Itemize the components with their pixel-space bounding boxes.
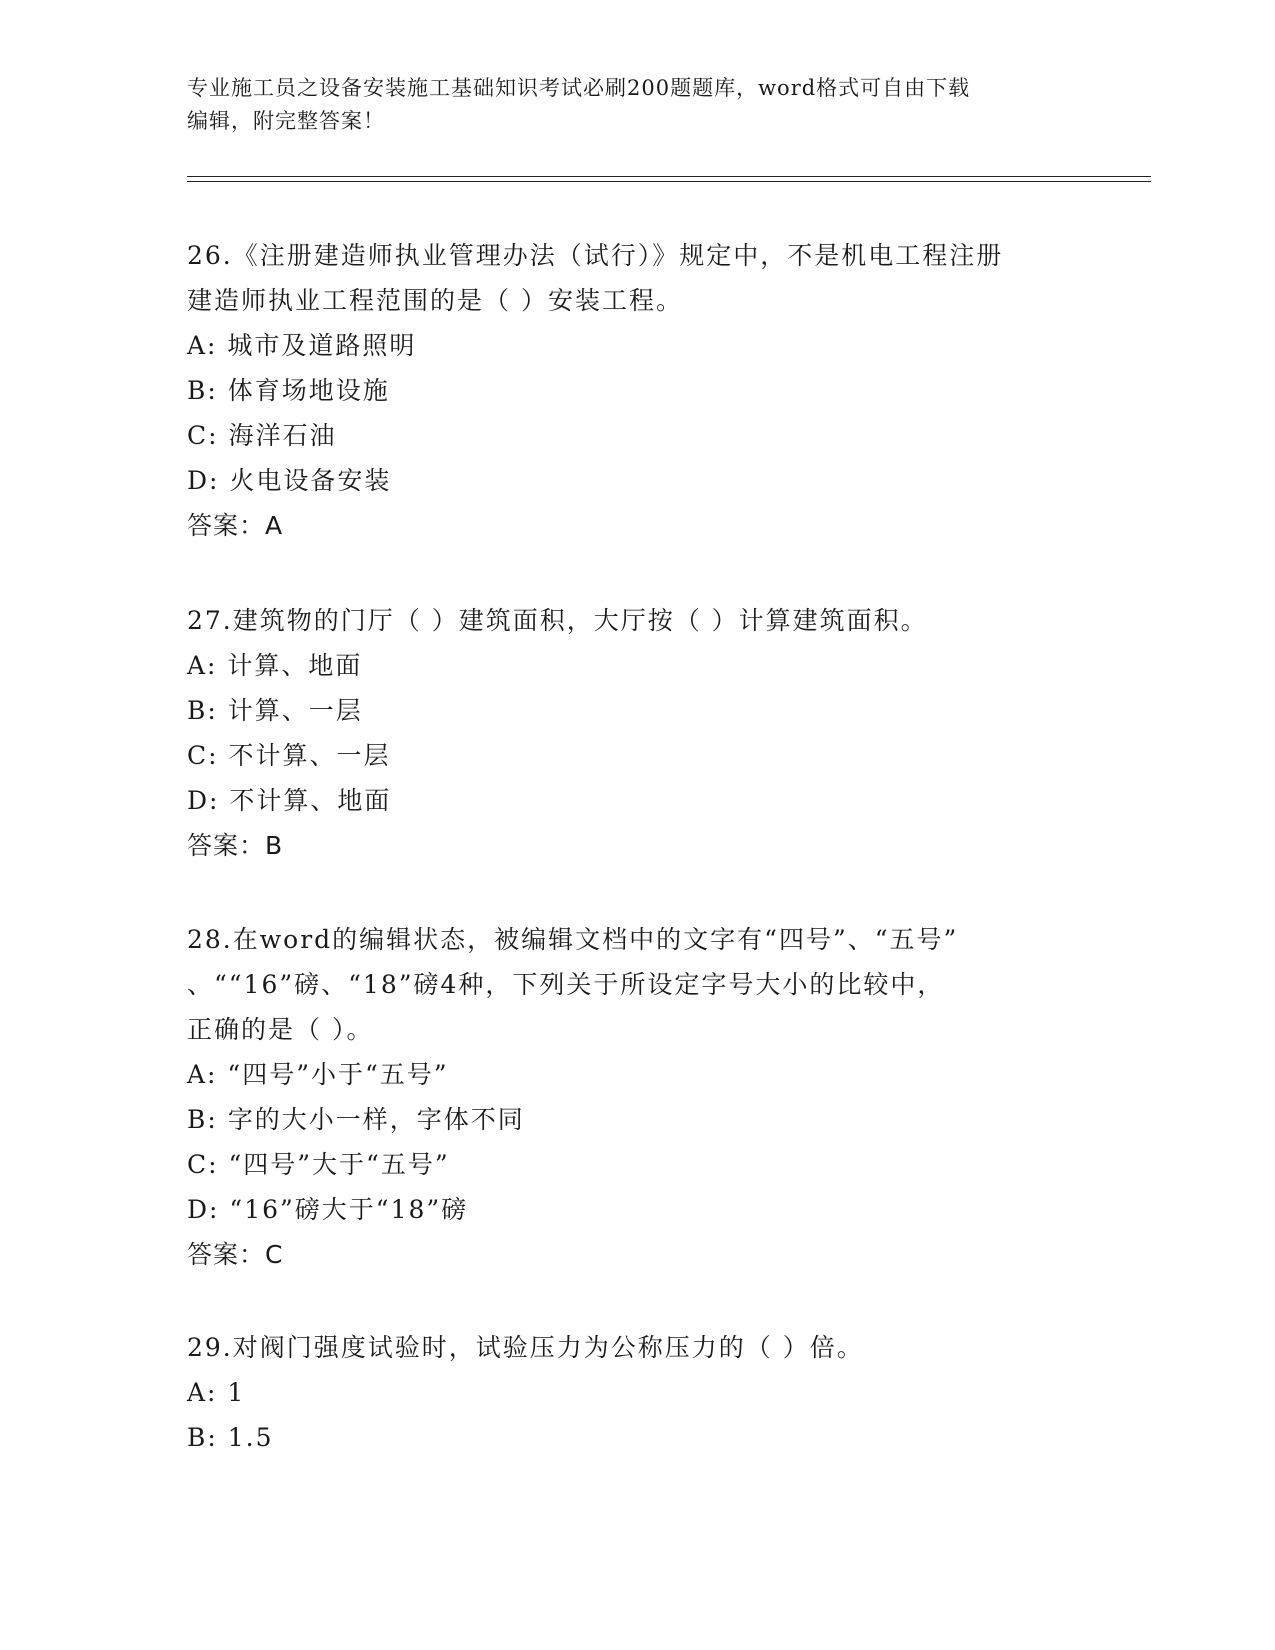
question-26 — [187, 233, 1087, 548]
question-stem-line: 、““16”磅、“18”磅4种，下列关于所设定字号大小的比较中， — [187, 970, 945, 999]
option-a: A: “四号”小于“五号” — [187, 1060, 449, 1089]
option-a: A: 1 — [187, 1378, 246, 1407]
question-stem-line: 28.在word的编辑状态，被编辑文档中的文字有“四号”、“五号” — [187, 925, 959, 954]
option-b: B: 体育场地设施 — [187, 376, 390, 405]
question-stem-line: 正确的是（ ）。 — [187, 1015, 374, 1044]
header-divider-bottom — [187, 181, 1151, 182]
question-stem — [187, 233, 1087, 323]
question-29 — [187, 1325, 1087, 1460]
question-27 — [187, 598, 1087, 868]
header-line-1: 专业施工员之设备安装施工基础知识考试必刷200题题库，word格式可自由下载 — [187, 76, 971, 100]
document-header — [187, 72, 1087, 138]
option-a: A: 城市及道路照明 — [187, 331, 417, 360]
question-28 — [187, 917, 1087, 1277]
question-stem — [187, 598, 1087, 643]
answer: 答案：A — [187, 511, 284, 540]
option-b: B: 1.5 — [187, 1423, 274, 1452]
option-d: D: 不计算、地面 — [187, 786, 392, 815]
option-d: D: 火电设备安装 — [187, 466, 392, 495]
question-stem — [187, 1325, 1087, 1370]
option-c: C: 不计算、一层 — [187, 741, 391, 770]
question-stem — [187, 917, 1087, 1052]
option-a: A: 计算、地面 — [187, 651, 363, 680]
option-b: B: 计算、一层 — [187, 696, 363, 725]
question-stem-line: 26.《注册建造师执业管理办法（试行）》规定中，不是机电工程注册 — [187, 241, 1004, 270]
option-d: D: “16”磅大于“18”磅 — [187, 1195, 469, 1224]
question-stem-line: 建造师执业工程范围的是（ ）安装工程。 — [187, 286, 683, 315]
header-divider-top — [187, 176, 1151, 177]
answer: 答案：B — [187, 831, 284, 860]
question-stem-line: 29.对阀门强度试验时，试验压力为公称压力的（ ）倍。 — [187, 1333, 864, 1362]
header-line-2: 编辑，附完整答案！ — [187, 109, 385, 133]
option-c: C: “四号”大于“五号” — [187, 1150, 450, 1179]
option-c: C: 海洋石油 — [187, 421, 337, 450]
answer: 答案：C — [187, 1240, 284, 1269]
question-stem-line: 27.建筑物的门厅（ ）建筑面积，大厅按（ ）计算建筑面积。 — [187, 606, 928, 635]
option-b: B: 字的大小一样，字体不同 — [187, 1105, 525, 1134]
